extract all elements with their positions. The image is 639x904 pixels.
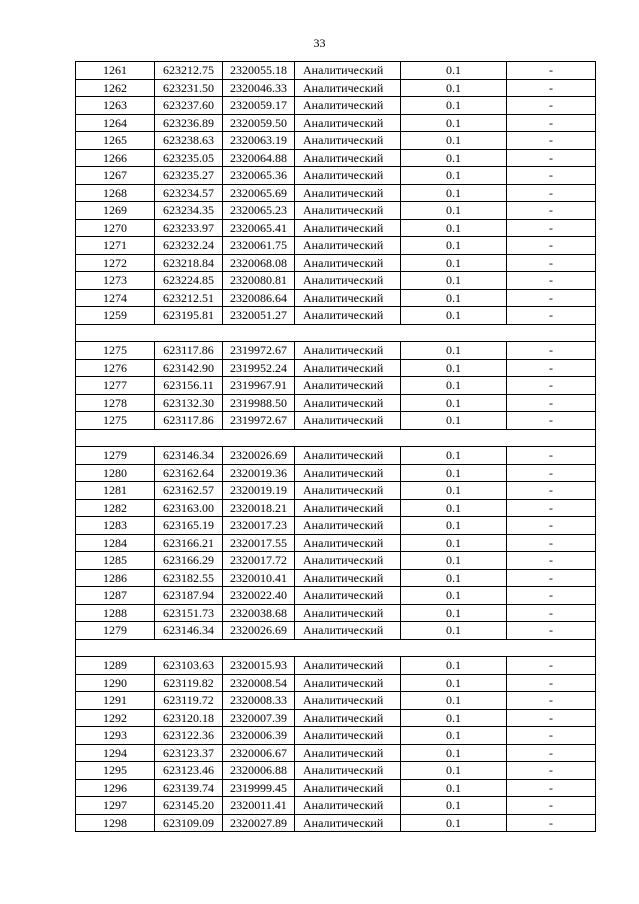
x-coordinate-cell: 623182.55 <box>155 569 223 587</box>
note-cell: - <box>507 289 596 307</box>
x-coordinate-cell: 623117.86 <box>155 342 223 360</box>
method-cell: Аналитический <box>295 149 401 167</box>
x-coordinate-cell: 623119.72 <box>155 692 223 710</box>
accuracy-cell: 0.1 <box>401 254 507 272</box>
x-coordinate-cell: 623119.82 <box>155 674 223 692</box>
method-cell: Аналитический <box>295 97 401 115</box>
table-row <box>76 622 596 640</box>
point-number-cell: 1295 <box>76 762 155 780</box>
method-cell: Аналитический <box>295 62 401 80</box>
x-coordinate-cell: 623165.19 <box>155 517 223 535</box>
y-coordinate-cell: 2319952.24 <box>223 359 295 377</box>
table-row <box>76 167 596 185</box>
method-cell: Аналитический <box>295 464 401 482</box>
point-number-cell: 1288 <box>76 604 155 622</box>
note-cell: - <box>507 219 596 237</box>
table-row <box>76 517 596 535</box>
method-cell: Аналитический <box>295 552 401 570</box>
point-number-cell: 1275 <box>76 412 155 430</box>
method-cell: Аналитический <box>295 184 401 202</box>
accuracy-cell: 0.1 <box>401 394 507 412</box>
table-row <box>76 779 596 797</box>
x-coordinate-cell: 623234.35 <box>155 202 223 220</box>
table-row <box>76 149 596 167</box>
accuracy-cell: 0.1 <box>401 114 507 132</box>
table-row <box>76 814 596 832</box>
method-cell: Аналитический <box>295 272 401 290</box>
method-cell: Аналитический <box>295 394 401 412</box>
accuracy-cell: 0.1 <box>401 289 507 307</box>
note-cell: - <box>507 62 596 80</box>
method-cell: Аналитический <box>295 587 401 605</box>
accuracy-cell: 0.1 <box>401 762 507 780</box>
note-cell: - <box>507 622 596 640</box>
table-row <box>76 307 596 325</box>
point-number-cell: 1282 <box>76 499 155 517</box>
x-coordinate-cell: 623146.34 <box>155 447 223 465</box>
x-coordinate-cell: 623145.20 <box>155 797 223 815</box>
note-cell: - <box>507 709 596 727</box>
table-row <box>76 254 596 272</box>
method-cell: Аналитический <box>295 342 401 360</box>
note-cell: - <box>507 674 596 692</box>
point-number-cell: 1268 <box>76 184 155 202</box>
method-cell: Аналитический <box>295 797 401 815</box>
x-coordinate-cell: 623163.00 <box>155 499 223 517</box>
note-cell: - <box>507 499 596 517</box>
y-coordinate-cell: 2320006.67 <box>223 744 295 762</box>
y-coordinate-cell: 2320010.41 <box>223 569 295 587</box>
point-number-cell: 1287 <box>76 587 155 605</box>
point-number-cell: 1290 <box>76 674 155 692</box>
y-coordinate-cell: 2320017.23 <box>223 517 295 535</box>
coordinates-table-body <box>76 62 596 832</box>
accuracy-cell: 0.1 <box>401 622 507 640</box>
table-row <box>76 552 596 570</box>
table-row <box>76 289 596 307</box>
point-number-cell: 1271 <box>76 237 155 255</box>
note-cell: - <box>507 272 596 290</box>
note-cell: - <box>507 517 596 535</box>
note-cell: - <box>507 79 596 97</box>
x-coordinate-cell: 623233.97 <box>155 219 223 237</box>
table-row <box>76 359 596 377</box>
accuracy-cell: 0.1 <box>401 499 507 517</box>
table-row <box>76 79 596 97</box>
table-row <box>76 762 596 780</box>
note-cell: - <box>507 394 596 412</box>
x-coordinate-cell: 623123.46 <box>155 762 223 780</box>
point-number-cell: 1296 <box>76 779 155 797</box>
group-separator-cell <box>76 429 596 447</box>
y-coordinate-cell: 2320026.69 <box>223 447 295 465</box>
accuracy-cell: 0.1 <box>401 149 507 167</box>
table-row <box>76 272 596 290</box>
x-coordinate-cell: 623238.63 <box>155 132 223 150</box>
accuracy-cell: 0.1 <box>401 709 507 727</box>
x-coordinate-cell: 623212.51 <box>155 289 223 307</box>
accuracy-cell: 0.1 <box>401 97 507 115</box>
note-cell: - <box>507 727 596 745</box>
table-row <box>76 202 596 220</box>
accuracy-cell: 0.1 <box>401 517 507 535</box>
method-cell: Аналитический <box>295 709 401 727</box>
x-coordinate-cell: 623166.21 <box>155 534 223 552</box>
y-coordinate-cell: 2320061.75 <box>223 237 295 255</box>
table-row <box>76 184 596 202</box>
accuracy-cell: 0.1 <box>401 569 507 587</box>
point-number-cell: 1293 <box>76 727 155 745</box>
accuracy-cell: 0.1 <box>401 779 507 797</box>
accuracy-cell: 0.1 <box>401 587 507 605</box>
x-coordinate-cell: 623132.30 <box>155 394 223 412</box>
table-row <box>76 114 596 132</box>
note-cell: - <box>507 377 596 395</box>
accuracy-cell: 0.1 <box>401 814 507 832</box>
table-row <box>76 412 596 430</box>
x-coordinate-cell: 623224.85 <box>155 272 223 290</box>
note-cell: - <box>507 814 596 832</box>
y-coordinate-cell: 2319999.45 <box>223 779 295 797</box>
point-number-cell: 1264 <box>76 114 155 132</box>
note-cell: - <box>507 587 596 605</box>
accuracy-cell: 0.1 <box>401 482 507 500</box>
y-coordinate-cell: 2319988.50 <box>223 394 295 412</box>
method-cell: Аналитический <box>295 412 401 430</box>
x-coordinate-cell: 623142.90 <box>155 359 223 377</box>
y-coordinate-cell: 2319967.91 <box>223 377 295 395</box>
x-coordinate-cell: 623120.18 <box>155 709 223 727</box>
x-coordinate-cell: 623146.34 <box>155 622 223 640</box>
x-coordinate-cell: 623109.09 <box>155 814 223 832</box>
table-row <box>76 534 596 552</box>
table-row <box>76 744 596 762</box>
accuracy-cell: 0.1 <box>401 552 507 570</box>
table-row <box>76 482 596 500</box>
accuracy-cell: 0.1 <box>401 744 507 762</box>
table-row <box>76 797 596 815</box>
table-row <box>76 499 596 517</box>
y-coordinate-cell: 2320019.19 <box>223 482 295 500</box>
x-coordinate-cell: 623162.57 <box>155 482 223 500</box>
point-number-cell: 1274 <box>76 289 155 307</box>
point-number-cell: 1276 <box>76 359 155 377</box>
note-cell: - <box>507 779 596 797</box>
x-coordinate-cell: 623218.84 <box>155 254 223 272</box>
point-number-cell: 1286 <box>76 569 155 587</box>
accuracy-cell: 0.1 <box>401 184 507 202</box>
note-cell: - <box>507 797 596 815</box>
note-cell: - <box>507 657 596 675</box>
point-number-cell: 1289 <box>76 657 155 675</box>
table-row <box>76 394 596 412</box>
x-coordinate-cell: 623234.57 <box>155 184 223 202</box>
y-coordinate-cell: 2320064.88 <box>223 149 295 167</box>
accuracy-cell: 0.1 <box>401 692 507 710</box>
accuracy-cell: 0.1 <box>401 132 507 150</box>
point-number-cell: 1284 <box>76 534 155 552</box>
method-cell: Аналитический <box>295 219 401 237</box>
method-cell: Аналитический <box>295 814 401 832</box>
x-coordinate-cell: 623237.60 <box>155 97 223 115</box>
y-coordinate-cell: 2320051.27 <box>223 307 295 325</box>
method-cell: Аналитический <box>295 674 401 692</box>
x-coordinate-cell: 623212.75 <box>155 62 223 80</box>
point-number-cell: 1277 <box>76 377 155 395</box>
note-cell: - <box>507 254 596 272</box>
method-cell: Аналитический <box>295 657 401 675</box>
y-coordinate-cell: 2320086.64 <box>223 289 295 307</box>
y-coordinate-cell: 2320046.33 <box>223 79 295 97</box>
method-cell: Аналитический <box>295 622 401 640</box>
point-number-cell: 1285 <box>76 552 155 570</box>
point-number-cell: 1262 <box>76 79 155 97</box>
method-cell: Аналитический <box>295 79 401 97</box>
accuracy-cell: 0.1 <box>401 307 507 325</box>
x-coordinate-cell: 623231.50 <box>155 79 223 97</box>
note-cell: - <box>507 692 596 710</box>
table-row <box>76 692 596 710</box>
x-coordinate-cell: 623235.05 <box>155 149 223 167</box>
note-cell: - <box>507 184 596 202</box>
accuracy-cell: 0.1 <box>401 447 507 465</box>
y-coordinate-cell: 2320038.68 <box>223 604 295 622</box>
y-coordinate-cell: 2320017.55 <box>223 534 295 552</box>
x-coordinate-cell: 623122.36 <box>155 727 223 745</box>
method-cell: Аналитический <box>295 569 401 587</box>
x-coordinate-cell: 623123.37 <box>155 744 223 762</box>
table-row <box>76 657 596 675</box>
note-cell: - <box>507 762 596 780</box>
method-cell: Аналитический <box>295 779 401 797</box>
point-number-cell: 1259 <box>76 307 155 325</box>
point-number-cell: 1294 <box>76 744 155 762</box>
accuracy-cell: 0.1 <box>401 464 507 482</box>
table-row <box>76 709 596 727</box>
method-cell: Аналитический <box>295 499 401 517</box>
accuracy-cell: 0.1 <box>401 412 507 430</box>
note-cell: - <box>507 359 596 377</box>
point-number-cell: 1291 <box>76 692 155 710</box>
note-cell: - <box>507 132 596 150</box>
x-coordinate-cell: 623236.89 <box>155 114 223 132</box>
y-coordinate-cell: 2320008.54 <box>223 674 295 692</box>
y-coordinate-cell: 2320022.40 <box>223 587 295 605</box>
method-cell: Аналитический <box>295 289 401 307</box>
y-coordinate-cell: 2320055.18 <box>223 62 295 80</box>
y-coordinate-cell: 2320059.50 <box>223 114 295 132</box>
x-coordinate-cell: 623103.63 <box>155 657 223 675</box>
x-coordinate-cell: 623117.86 <box>155 412 223 430</box>
method-cell: Аналитический <box>295 114 401 132</box>
group-separator-row <box>76 639 596 657</box>
method-cell: Аналитический <box>295 202 401 220</box>
accuracy-cell: 0.1 <box>401 272 507 290</box>
y-coordinate-cell: 2320059.17 <box>223 97 295 115</box>
method-cell: Аналитический <box>295 534 401 552</box>
y-coordinate-cell: 2320080.81 <box>223 272 295 290</box>
note-cell: - <box>507 412 596 430</box>
point-number-cell: 1283 <box>76 517 155 535</box>
note-cell: - <box>507 464 596 482</box>
method-cell: Аналитический <box>295 132 401 150</box>
x-coordinate-cell: 623162.64 <box>155 464 223 482</box>
accuracy-cell: 0.1 <box>401 79 507 97</box>
y-coordinate-cell: 2320008.33 <box>223 692 295 710</box>
method-cell: Аналитический <box>295 517 401 535</box>
x-coordinate-cell: 623166.29 <box>155 552 223 570</box>
y-coordinate-cell: 2320065.36 <box>223 167 295 185</box>
group-separator-cell <box>76 324 596 342</box>
accuracy-cell: 0.1 <box>401 237 507 255</box>
note-cell: - <box>507 237 596 255</box>
y-coordinate-cell: 2320065.23 <box>223 202 295 220</box>
y-coordinate-cell: 2320007.39 <box>223 709 295 727</box>
point-number-cell: 1272 <box>76 254 155 272</box>
table-row <box>76 132 596 150</box>
table-row <box>76 604 596 622</box>
method-cell: Аналитический <box>295 727 401 745</box>
coordinates-table <box>75 61 596 832</box>
table-row <box>76 342 596 360</box>
point-number-cell: 1279 <box>76 447 155 465</box>
point-number-cell: 1265 <box>76 132 155 150</box>
y-coordinate-cell: 2320018.21 <box>223 499 295 517</box>
y-coordinate-cell: 2319972.67 <box>223 342 295 360</box>
table-row <box>76 447 596 465</box>
y-coordinate-cell: 2320068.08 <box>223 254 295 272</box>
accuracy-cell: 0.1 <box>401 377 507 395</box>
y-coordinate-cell: 2320027.89 <box>223 814 295 832</box>
table-row <box>76 464 596 482</box>
note-cell: - <box>507 482 596 500</box>
y-coordinate-cell: 2320006.39 <box>223 727 295 745</box>
note-cell: - <box>507 167 596 185</box>
point-number-cell: 1273 <box>76 272 155 290</box>
note-cell: - <box>507 604 596 622</box>
x-coordinate-cell: 623139.74 <box>155 779 223 797</box>
y-coordinate-cell: 2320006.88 <box>223 762 295 780</box>
group-separator-cell <box>76 639 596 657</box>
y-coordinate-cell: 2320026.69 <box>223 622 295 640</box>
point-number-cell: 1261 <box>76 62 155 80</box>
note-cell: - <box>507 114 596 132</box>
accuracy-cell: 0.1 <box>401 727 507 745</box>
method-cell: Аналитический <box>295 692 401 710</box>
y-coordinate-cell: 2320017.72 <box>223 552 295 570</box>
accuracy-cell: 0.1 <box>401 359 507 377</box>
table-row <box>76 569 596 587</box>
method-cell: Аналитический <box>295 377 401 395</box>
point-number-cell: 1292 <box>76 709 155 727</box>
point-number-cell: 1297 <box>76 797 155 815</box>
accuracy-cell: 0.1 <box>401 797 507 815</box>
accuracy-cell: 0.1 <box>401 604 507 622</box>
table-row <box>76 237 596 255</box>
note-cell: - <box>507 202 596 220</box>
note-cell: - <box>507 97 596 115</box>
method-cell: Аналитический <box>295 167 401 185</box>
accuracy-cell: 0.1 <box>401 62 507 80</box>
note-cell: - <box>507 149 596 167</box>
group-separator-row <box>76 429 596 447</box>
x-coordinate-cell: 623232.24 <box>155 237 223 255</box>
y-coordinate-cell: 2320065.69 <box>223 184 295 202</box>
accuracy-cell: 0.1 <box>401 674 507 692</box>
method-cell: Аналитический <box>295 744 401 762</box>
point-number-cell: 1278 <box>76 394 155 412</box>
x-coordinate-cell: 623151.73 <box>155 604 223 622</box>
table-row <box>76 674 596 692</box>
y-coordinate-cell: 2320011.41 <box>223 797 295 815</box>
note-cell: - <box>507 342 596 360</box>
x-coordinate-cell: 623187.94 <box>155 587 223 605</box>
x-coordinate-cell: 623235.27 <box>155 167 223 185</box>
note-cell: - <box>507 744 596 762</box>
accuracy-cell: 0.1 <box>401 342 507 360</box>
method-cell: Аналитический <box>295 254 401 272</box>
point-number-cell: 1263 <box>76 97 155 115</box>
y-coordinate-cell: 2320015.93 <box>223 657 295 675</box>
page-number: 33 <box>313 36 326 50</box>
method-cell: Аналитический <box>295 762 401 780</box>
table-row <box>76 97 596 115</box>
note-cell: - <box>507 307 596 325</box>
x-coordinate-cell: 623195.81 <box>155 307 223 325</box>
point-number-cell: 1266 <box>76 149 155 167</box>
point-number-cell: 1281 <box>76 482 155 500</box>
point-number-cell: 1270 <box>76 219 155 237</box>
point-number-cell: 1267 <box>76 167 155 185</box>
accuracy-cell: 0.1 <box>401 167 507 185</box>
note-cell: - <box>507 534 596 552</box>
method-cell: Аналитический <box>295 482 401 500</box>
y-coordinate-cell: 2320063.19 <box>223 132 295 150</box>
point-number-cell: 1269 <box>76 202 155 220</box>
group-separator-row <box>76 324 596 342</box>
accuracy-cell: 0.1 <box>401 657 507 675</box>
y-coordinate-cell: 2319972.67 <box>223 412 295 430</box>
x-coordinate-cell: 623156.11 <box>155 377 223 395</box>
point-number-cell: 1279 <box>76 622 155 640</box>
point-number-cell: 1275 <box>76 342 155 360</box>
method-cell: Аналитический <box>295 307 401 325</box>
method-cell: Аналитический <box>295 237 401 255</box>
method-cell: Аналитический <box>295 604 401 622</box>
accuracy-cell: 0.1 <box>401 202 507 220</box>
point-number-cell: 1298 <box>76 814 155 832</box>
point-number-cell: 1280 <box>76 464 155 482</box>
note-cell: - <box>507 569 596 587</box>
y-coordinate-cell: 2320065.41 <box>223 219 295 237</box>
table-row <box>76 219 596 237</box>
note-cell: - <box>507 447 596 465</box>
accuracy-cell: 0.1 <box>401 219 507 237</box>
accuracy-cell: 0.1 <box>401 534 507 552</box>
method-cell: Аналитический <box>295 359 401 377</box>
table-row <box>76 377 596 395</box>
method-cell: Аналитический <box>295 447 401 465</box>
y-coordinate-cell: 2320019.36 <box>223 464 295 482</box>
table-row <box>76 727 596 745</box>
note-cell: - <box>507 552 596 570</box>
table-row <box>76 62 596 80</box>
table-row <box>76 587 596 605</box>
